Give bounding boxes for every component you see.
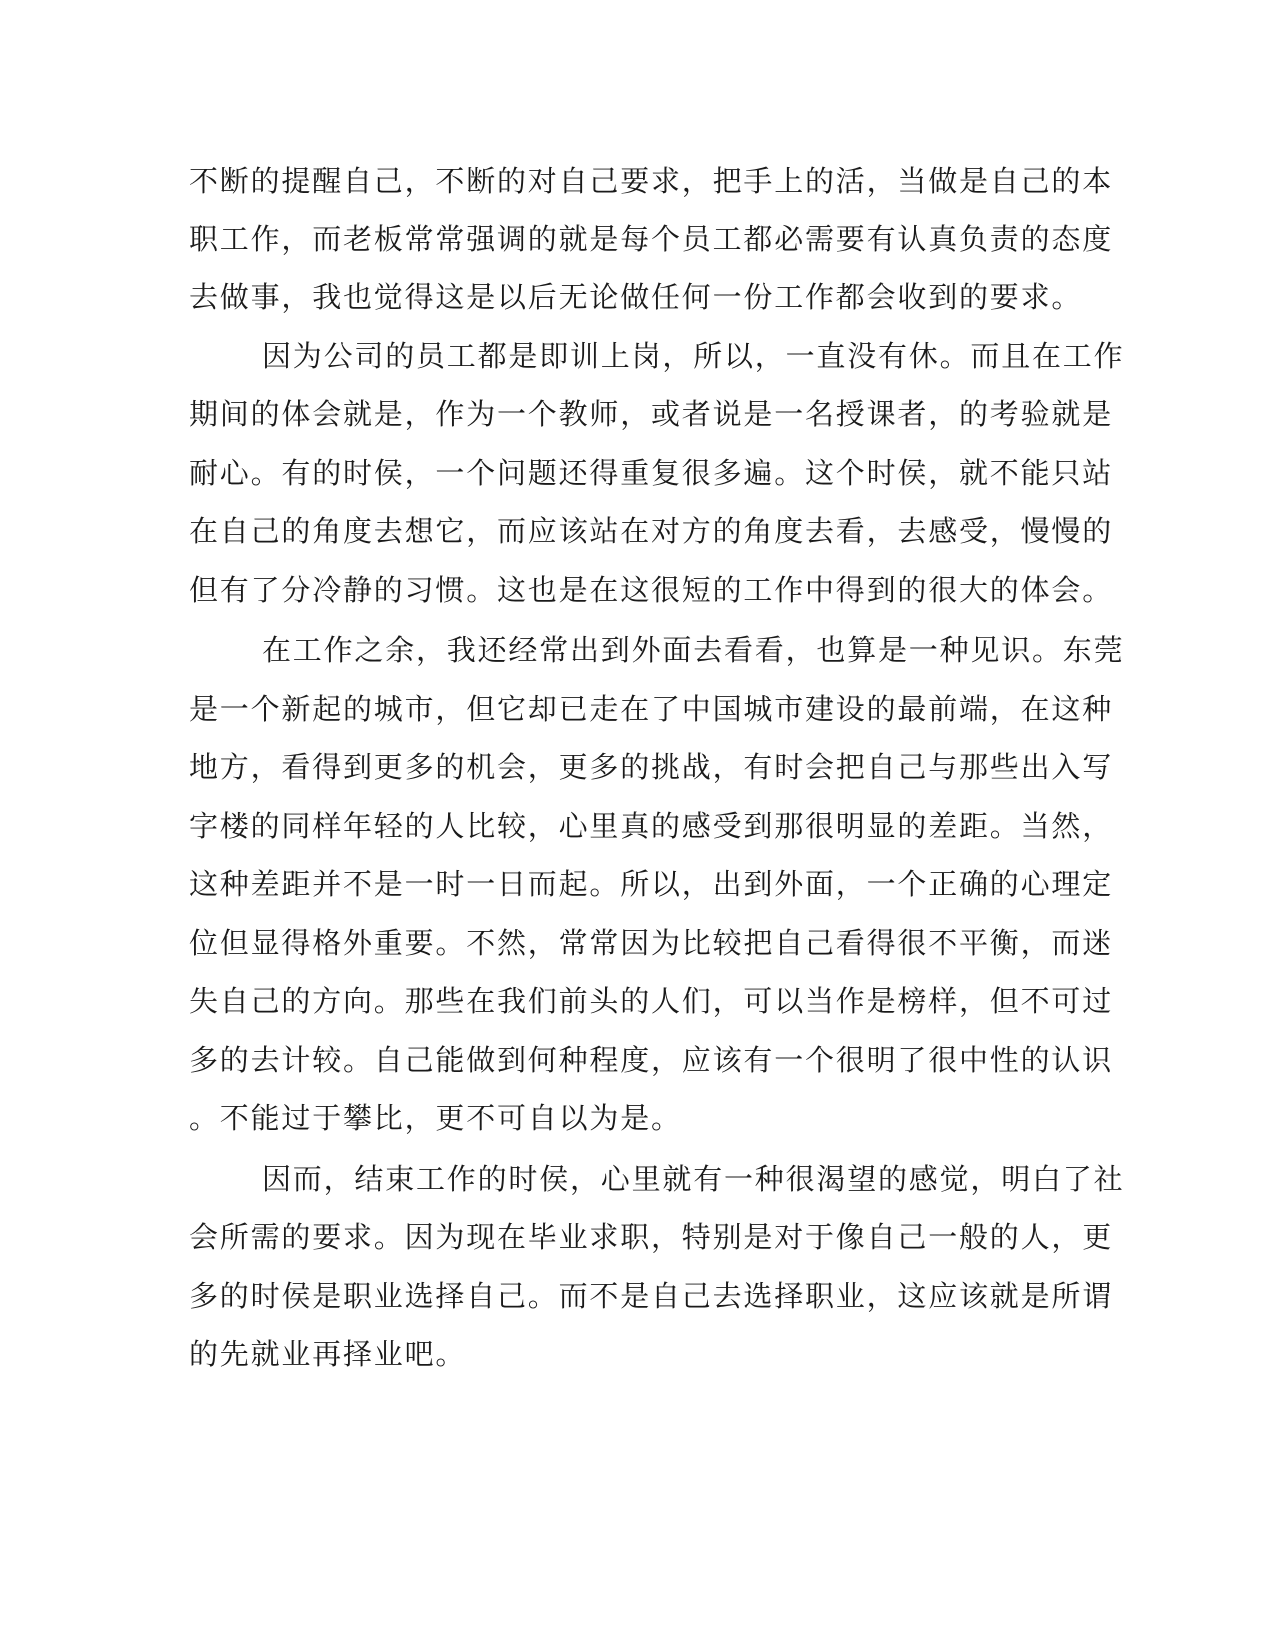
text-line: 会所需的要求。因为现在毕业求职，特别是对于像自己一般的人，更	[189, 1220, 1114, 1254]
text-line: 是一个新起的城市，但它却已走在了中国城市建设的最前端，在这种	[189, 692, 1114, 726]
text-line: 因而，结束工作的时侯，心里就有一种很渴望的感觉，明白了社	[262, 1162, 1125, 1196]
text-line: 因为公司的员工都是即训上岗，所以，一直没有休。而且在工作	[262, 339, 1125, 373]
text-line: 不断的提醒自己，不断的对自己要求，把手上的活，当做是自己的本	[189, 164, 1114, 198]
text-line: 多的去计较。自己能做到何种程度，应该有一个很明了很中性的认识	[189, 1043, 1114, 1077]
text-line: 去做事，我也觉得这是以后无论做任何一份工作都会收到的要求。	[189, 280, 1083, 314]
text-line: 期间的体会就是，作为一个教师，或者说是一名授课者，的考验就是	[189, 397, 1114, 431]
text-line: 地方，看得到更多的机会，更多的挑战，有时会把自己与那些出入写	[189, 750, 1114, 784]
text-line: 。不能过于攀比，更不可自以为是。	[189, 1101, 682, 1135]
text-line: 这种差距并不是一时一日而起。所以，出到外面，一个正确的心理定	[189, 867, 1114, 901]
text-line: 多的时侯是职业选择自己。而不是自己去选择职业，这应该就是所谓	[189, 1279, 1114, 1313]
text-line: 在工作之余，我还经常出到外面去看看，也算是一种见识。东莞	[262, 633, 1125, 667]
text-line: 失自己的方向。那些在我们前头的人们，可以当作是榜样，但不可过	[189, 984, 1114, 1018]
text-line: 位但显得格外重要。不然，常常因为比较把自己看得很不平衡，而迷	[189, 926, 1114, 960]
text-line: 在自己的角度去想它，而应该站在对方的角度去看，去感受，慢慢的	[189, 514, 1114, 548]
text-line: 但有了分冷静的习惯。这也是在这很短的工作中得到的很大的体会。	[189, 573, 1114, 607]
text-line: 字楼的同样年轻的人比较，心里真的感受到那很明显的差距。当然，	[189, 809, 1114, 843]
text-line: 耐心。有的时侯，一个问题还得重复很多遍。这个时侯，就不能只站	[189, 456, 1114, 490]
text-line: 职工作，而老板常常强调的就是每个员工都必需要有认真负责的态度	[189, 222, 1114, 256]
text-line: 的先就业再择业吧。	[189, 1337, 467, 1371]
